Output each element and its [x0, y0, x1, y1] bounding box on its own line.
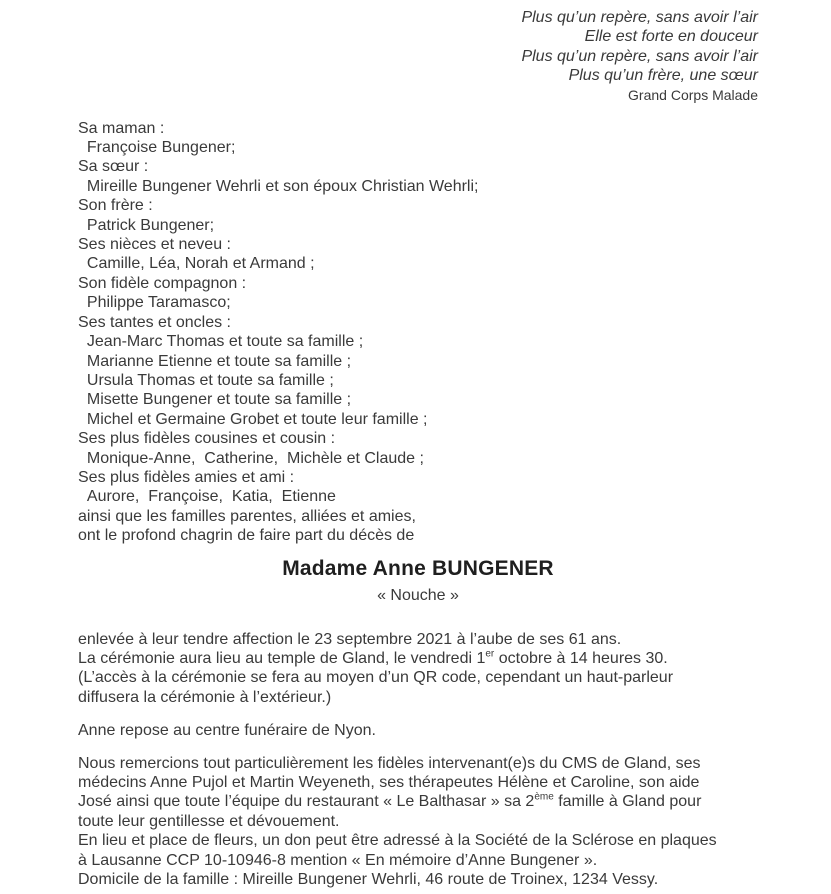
family-line: Philippe Taramasco; [78, 294, 231, 312]
family-line: Son frère : [78, 197, 153, 215]
ceremony-details-paragraph [78, 630, 758, 708]
thanks-donation-paragraph [78, 754, 758, 890]
epigraph-lines [78, 8, 758, 86]
family-line: Michel et Germaine Grobet et toute leur famille ; [78, 410, 428, 428]
family-line: Camille, Léa, Norah et Armand ; [78, 255, 315, 273]
family-line: Jean-Marc Thomas et toute sa famille ; [78, 333, 364, 351]
epigraph [78, 8, 758, 105]
thanks-line-4: toute leur gentillesse et dévouement. [78, 812, 340, 830]
family-line: Marianne Etienne et toute sa famille ; [78, 352, 352, 370]
ceremony-line [78, 649, 758, 668]
epigraph-line: Plus qu’un frère, une sœur [568, 67, 758, 85]
family-line: Ses plus fidèles amies et ami : [78, 468, 295, 486]
thanks-line-2: médecins Anne Pujol et Martin Weyeneth, ses thérapeutes Hélène et Caroline, son aide [78, 774, 700, 791]
repose-line: Anne repose au centre funéraire de Nyon. [78, 722, 376, 740]
epigraph-line: Plus qu’un repère, sans avoir l’air [521, 9, 758, 26]
family-line: Misette Bungener et toute sa famille ; [78, 391, 352, 409]
ordinal-superscript-er: er [485, 648, 495, 660]
family-list [78, 119, 758, 546]
family-line: Ses plus fidèles cousines et cousin : [78, 430, 336, 448]
ceremony-line-start: La cérémonie aura lieu au temple de Gland, le vendredi 1 [78, 649, 486, 667]
epigraph-line: Plus qu’un repère, sans avoir l’air [521, 47, 758, 65]
ordinal-superscript-eme: ème [534, 792, 554, 804]
thanks-line-3-end: famille à Gland pour [553, 793, 702, 811]
family-line: Son fidèle compagnon : [78, 274, 247, 292]
donation-line-1: En lieu et place de fleurs, un don peut être adressé à la Société de la Sclérose en plaques [78, 832, 717, 850]
death-date-line: enlevée à leur tendre affection le 23 septembre 2021 à l’aube de ses 61 ans. [78, 630, 622, 648]
thanks-line-1: Nous remercions tout particulièrement les fidèles intervenant(e)s du CMS de Gland, ses [78, 754, 701, 772]
family-line: ainsi que les familles parentes, alliées et amies, [78, 507, 416, 525]
family-line: Mireille Bungener Wehrli et son époux Christian Wehrli; [78, 177, 479, 195]
family-line: Ses nièces et neveu : [78, 236, 231, 254]
family-line: Françoise Bungener; [78, 139, 236, 157]
family-line: ont le profond chagrin de faire part du décès de [78, 527, 415, 545]
family-line: Sa sœur : [78, 158, 149, 176]
thanks-line-3-start: José ainsi que toute l’équipe du restaurant « Le Balthasar » sa 2 [78, 793, 535, 811]
family-line: Patrick Bungener; [78, 216, 215, 234]
epigraph-attribution: Grand Corps Malade [628, 86, 758, 103]
deceased-nickname: « Nouche » [377, 586, 459, 604]
deceased-name-title: Madame Anne BUNGENER [282, 556, 554, 580]
donation-line-2: à Lausanne CCP 10-10946-8 mention « En mémoire d’Anne Bungener ». [78, 851, 598, 869]
family-domicile-line: Domicile de la famille : Mireille Bungener Wehrli, 46 route de Troinex, 1234 Vessy. [78, 871, 659, 889]
thanks-line-3 [78, 792, 758, 811]
family-line: Monique-Anne, Catherine, Michèle et Claude ; [78, 449, 424, 467]
family-line: Ursula Thomas et toute sa famille ; [78, 371, 334, 389]
epigraph-line: Elle est forte en douceur [584, 28, 758, 46]
family-line: Aurore, Françoise, Katia, Etienne [78, 488, 336, 506]
qr-access-line-2: diffusera la cérémonie à l’extérieur.) [78, 688, 332, 706]
family-line: Sa maman : [78, 119, 165, 137]
ceremony-line-end: octobre à 14 heures 30. [494, 649, 668, 667]
family-line: Ses tantes et oncles : [78, 313, 231, 331]
qr-access-line-1: (L’accès à la cérémonie se fera au moyen d’un QR code, cependant un haut-parleur [78, 669, 674, 687]
